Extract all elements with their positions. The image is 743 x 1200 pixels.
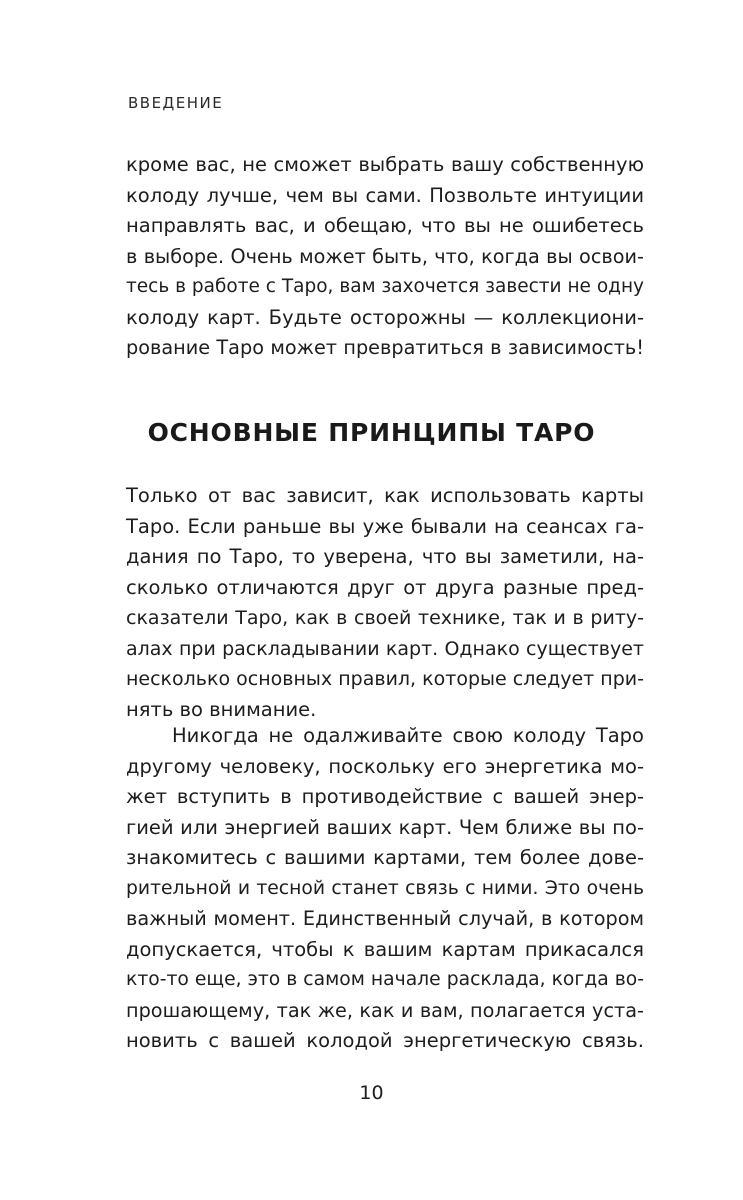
text-line: Таро. Если раньше вы уже бывали на сеансах га- [126, 514, 644, 538]
text-line: жет вступить в противодействие с вашей энер- [126, 785, 644, 808]
paragraph-intro [126, 150, 644, 364]
text-line: в выборе. Очень может быть, что, когда вы освои- [126, 244, 644, 268]
text-line: рительной и тесной станет связь с ними. Это очень [126, 877, 644, 899]
text-line: направлять вас, и обещаю, что вы не ошибетесь [126, 214, 644, 237]
text-line: сколько отличаются друг от друга разные пред- [126, 575, 644, 599]
text-line: дания по Таро, то уверена, что вы заметили, на- [126, 545, 644, 568]
text-line: важный момент. Единственный случай, в котором [126, 907, 644, 930]
text-line: Никогда не одалживайте свою колоду Таро [172, 724, 644, 747]
text-line: нять во внимание. [126, 697, 317, 721]
text-line: кто-то еще, это в самом начале расклада, когда во- [126, 969, 644, 990]
text-line: новить с вашей колодой энергетическую связь. [126, 1029, 644, 1052]
paragraph-principles [126, 481, 644, 725]
text-line: рование Таро может превратиться в зависимость! [126, 336, 644, 359]
text-line: сказатели Таро, как в своей технике, так и в риту- [126, 607, 644, 629]
text-line: колоду карт. Будьте осторожны — коллекциони- [126, 305, 644, 329]
text-line: несколько основных правил, которые следует при- [126, 668, 644, 690]
text-line: прошающему, так же, как и вам, полагается уста- [126, 998, 644, 1022]
section-heading: ОСНОВНЫЕ ПРИНЦИПЫ ТАРО [147, 418, 596, 447]
text-line: другому человеку, поскольку его энергетика мо- [126, 754, 644, 778]
page-number: 10 [359, 1082, 384, 1104]
text-line: кроме вас, не сможет выбрать вашу собственную [126, 153, 644, 176]
text-line: знакомитесь с вашими картами, тем более дове- [126, 846, 644, 869]
text-line: Только от вас зависит, как использовать карты [126, 484, 644, 507]
text-line: тесь в работе с Таро, вам захочется завести не одну [126, 276, 644, 297]
text-line: алах при раскладывании карт. Однако существует [126, 637, 644, 660]
paragraph-deck [126, 721, 644, 1057]
text-line: допускается, чтобы к вашим картам прикасался [126, 937, 644, 961]
text-line: гией или энергией ваших карт. Чем ближе вы по- [126, 815, 644, 839]
text-line: колоду лучше, чем вы сами. Позвольте интуиции [126, 183, 644, 207]
running-head: ВВЕДЕНИЕ [128, 94, 224, 112]
